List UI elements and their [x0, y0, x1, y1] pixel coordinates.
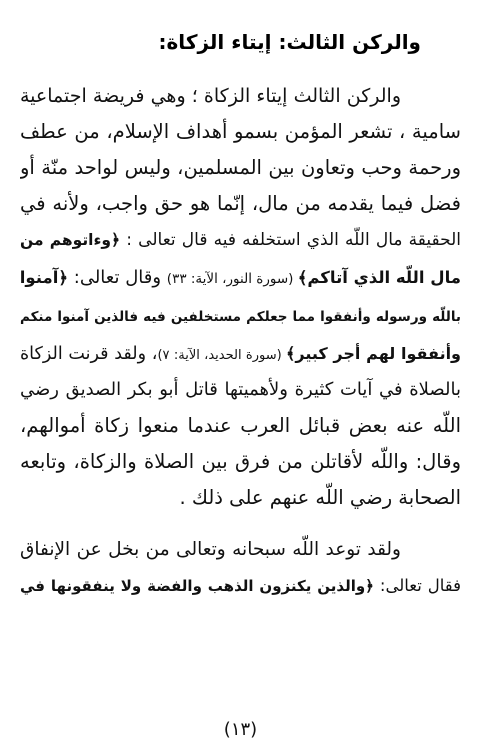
quran-verse: ﴿والذين يكنزون الذهب والفضة ولا ينفقونها في — [20, 577, 374, 595]
quran-verse: وأنفقوا لهم أجر كبير﴾ — [285, 344, 461, 363]
text-line-11 — [20, 444, 461, 480]
paragraph-text: بالصلاة في آيات كثيرة ولأهميتها قاتل أبو بكر الصديق رضي — [20, 379, 461, 400]
text-line-5 — [20, 222, 461, 258]
paragraph-text: وقال: واللّه لأقاتلن من فرق بين الصلاة والزكاة، وتابعه — [20, 450, 461, 473]
text-line-12 — [20, 480, 461, 516]
text-line-3 — [20, 150, 461, 186]
quran-verse: مال اللّه الذي آتاكم﴾ — [297, 268, 461, 287]
text-line-9 — [20, 372, 461, 408]
paragraph-text: سامية ، تشعر المؤمن بسمو أهداف الإسلام، من عطف — [20, 120, 461, 143]
text-line-6 — [20, 260, 461, 296]
paragraph-text: فضل فيما يقدمه من مال، إنّما هو حق واجب، ولأنه في — [20, 192, 461, 215]
paragraph-text: ، ولقد قرنت الزكاة — [20, 344, 158, 364]
quran-verse: ﴿آمنوا — [20, 268, 69, 287]
text-line-7 — [20, 298, 461, 334]
verse-reference: (سورة النور، الآية: ٣٣) — [166, 271, 298, 287]
page-number: (١٣) — [223, 719, 258, 740]
text-line-13 — [20, 532, 461, 568]
quran-verse: باللّه ورسوله وأنفقوا مما جعلكم مستخلفين فيه فالذين آمنوا منكم — [20, 309, 461, 325]
text-line-14 — [20, 568, 461, 604]
paragraph-text: فقال تعالى: — [373, 576, 461, 595]
verse-reference: (سورة الحديد، الآية: ٧) — [157, 348, 286, 363]
text-line-4 — [20, 186, 461, 222]
paragraph-text: الحقيقة مال اللّه الذي استخلفه فيه قال تعالى : — [120, 230, 461, 250]
text-line-1 — [20, 78, 461, 114]
paragraph-text: ولقد توعد اللّه سبحانه وتعالى من بخل عن الإنفاق — [20, 539, 401, 560]
paragraph-text: وقال تعالى: — [68, 267, 167, 288]
paragraph-text: ورحمة وحب وتعاون بين المسلمين، وليس لواحد منّة أو — [20, 156, 461, 179]
paragraph-text: اللّه عنه بعض قبائل العرب عندما منعوا زكاة أموالهم، — [20, 414, 461, 437]
section-heading: والركن الثالث: إيتاء الزكاة: — [158, 30, 421, 54]
text-line-10 — [20, 408, 461, 444]
paragraph-text: والركن الثالث إيتاء الزكاة ؛ وهي فريضة اجتماعية — [20, 85, 401, 107]
quran-verse: ﴿وءاتوهم من — [20, 231, 121, 249]
text-line-8 — [20, 336, 461, 372]
text-line-2 — [20, 114, 461, 150]
paragraph-text: الصحابة رضي اللّه عنهم على ذلك . — [179, 486, 461, 509]
